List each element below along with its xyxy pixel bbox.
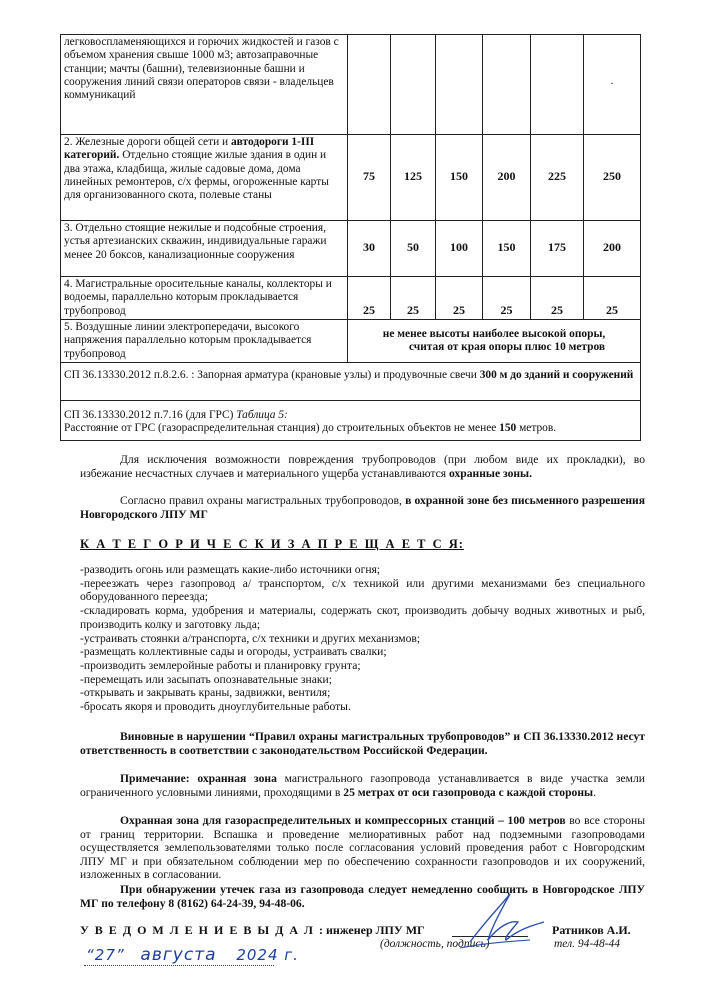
date-handwritten [86, 945, 299, 965]
list-item: -переезжать через газопровод а/ транспортом, с/х техникой или другими механизмами без специального оборудованного переезда; [80, 576, 645, 604]
prohibitions-list [80, 563, 645, 714]
merged-line: не менее высоты наиболее высокой опоры, [382, 327, 606, 340]
row3-value: 150 [483, 221, 531, 277]
paragraph-protection-zones: Для исключения возможности повреждения трубопроводов (при любом виде их прокладки), во избежание несчастных случаев и материального ущерба устанавливаются охранные зоны. [80, 453, 645, 480]
row2-value: 75 [348, 135, 391, 221]
row4-value: 25 [531, 277, 584, 320]
row4-value: 25 [391, 277, 436, 320]
table-row: легковоспламеняющихся и горючих жидкостей и газов с объемом хранения свыше 1000 м3; автозаправочные станции; мачты (башни), телевизионные башни и сооружения линий связи операторов связи - владельцев коммуникаций · [61, 35, 641, 135]
issued-by-label: У В Е Д О М Л Е Н И Е В Ы Д А Л : [80, 923, 325, 937]
row3-value: 50 [391, 221, 436, 277]
table-row [61, 320, 641, 363]
list-item: -складировать корма, удобрения и материалы, содержать скот, производить добычу водных животных и рыб, производить колку и заготовку льда; [80, 604, 645, 631]
list-item: -бросать якоря и проводить дноуглубительные работы. [80, 700, 351, 714]
row5-description: 5. Воздушные линии электропередачи, высокого напряжения параллельно которым прокладывается трубопровод [61, 320, 348, 363]
list-item: -открывать и закрывать краны, задвижки, вентиля; [80, 686, 331, 700]
row4-value: 25 [436, 277, 483, 320]
paragraph-note-zone: Примечание: охранная зона магистрального газопровода устанавливается в виде участка земли ограниченного условными линиями, проходящими в 25 метрах от оси газопровода с каждой стороны. [80, 772, 645, 799]
row2-value: 200 [483, 135, 531, 221]
paragraph-stations: Охранная зона для газораспределительных и компрессорных станций – 100 метров во все стороны от границ территории. Вспашка и проведение мелиоративных работ над подземными газопроводами осуществляется землепользователями только после согласования условий проведения работ с Новгородским ЛПУ МГ и при обязательном соблюдении мер по обеспечению сохранности газопроводов и их сооружений, изложенных в согласовании. [80, 814, 646, 882]
row4-value: 25 [584, 277, 641, 320]
table-note-row [61, 363, 641, 401]
date-underline [84, 965, 274, 966]
table-note-row [61, 401, 641, 441]
row4-description: 4. Магистральные оросительные каналы, коллекторы и водоемы, параллельно которым прокладывается трубопровод [61, 277, 348, 320]
row5-merged-value [348, 320, 641, 363]
list-item: -перемещать или засыпать опознавательные знаки; [80, 672, 332, 686]
list-item: -разводить огонь или размещать какие-либо источники огня; [80, 563, 381, 576]
table-row [61, 221, 641, 277]
row4-value: 25 [483, 277, 531, 320]
row3-value: 30 [348, 221, 391, 277]
list-item: -устраивать стоянки а/транспорта, с/х техники и других механизмов; [80, 631, 421, 645]
merged-line: считая от края опоры плюс 10 метров [408, 341, 606, 353]
list-item: -производить землеройные работы и планировку грунта; [80, 658, 361, 672]
row3-value: 200 [584, 221, 641, 277]
row1-description: легковоспламеняющихся и горючих жидкостей и газов с объемом хранения свыше 1000 м3; автозаправочные станции; мачты (башни), телевизионные башни и сооружения линий связи операторов связи - владельцев коммуникаций [61, 35, 348, 135]
row3-description: 3. Отдельно стоящие нежилые и подсобные строения, устья артезианских скважин, индивидуальные гаражи менее 20 боксов, канализационные сооружения [61, 221, 348, 277]
prohibited-heading: К А Т Е Г О Р И Ч Е С К И З А П Р Е Щ А Е Т С Я: [80, 537, 464, 551]
paragraph-leak: При обнаружении утечек газа из газопровода следует немедленно сообщить в Новгородское ЛПУ МГ по телефону 8 (8162) 64-24-39, 94-48-06. [80, 883, 645, 910]
signature-icon [440, 882, 550, 962]
date-year: 2024 г. [236, 946, 299, 964]
row2-value: 250 [584, 135, 641, 221]
row2-value: 125 [391, 135, 436, 221]
row4-value: 25 [348, 277, 391, 320]
note-grs: СП 36.13330.2012 п.7.16 (для ГРС) Таблица 5: Расстояние от ГРС (газораспределительная станция) до строительных объектов не менее 150 метров. [61, 401, 641, 441]
issuer-name: Ратников А.И. [552, 923, 631, 937]
row3-value: 100 [436, 221, 483, 277]
issuer-position: инженер ЛПУ МГ [326, 923, 425, 937]
table-row [61, 135, 641, 221]
row2-description: 2. Железные дороги общей сети и автодороги 1-III категорий. Отдельно стоящие жилые здания в один и два этажа, кладбища, жилые садовые дома, дома линейных ремонтеров, с/х фермы, огороженные карты для организованного скота, полевые станы [61, 135, 348, 221]
date-month: августа [140, 945, 217, 965]
issuer-phone: тел. 94-48-44 [554, 938, 621, 950]
distances-table [60, 34, 641, 441]
row2-value: 150 [436, 135, 483, 221]
list-item: -размещать коллективные сады и огороды, устраивать свалки; [80, 645, 387, 659]
paragraph-responsibility: Виновные в нарушении “Правил охраны магистральных трубопроводов” и СП 36.13330.2012 несут ответственность в соответствии с законодательством Российской Федерации. [80, 730, 645, 757]
table-row [61, 277, 641, 320]
position-caption: (должность, подпись) [380, 938, 490, 950]
row2-value: 225 [531, 135, 584, 221]
note-armature: СП 36.13330.2012 п.8.2.6. : Запорная арматура (крановые узлы) и продувочные свечи 300 м до зданий и сооружений [61, 363, 641, 401]
date-day: “27” [86, 946, 125, 964]
paragraph-rules: Согласно правил охраны магистральных трубопроводов, в охранной зоне без письменного разрешения Новгородского ЛПУ МГ [80, 494, 645, 521]
row3-value: 175 [531, 221, 584, 277]
